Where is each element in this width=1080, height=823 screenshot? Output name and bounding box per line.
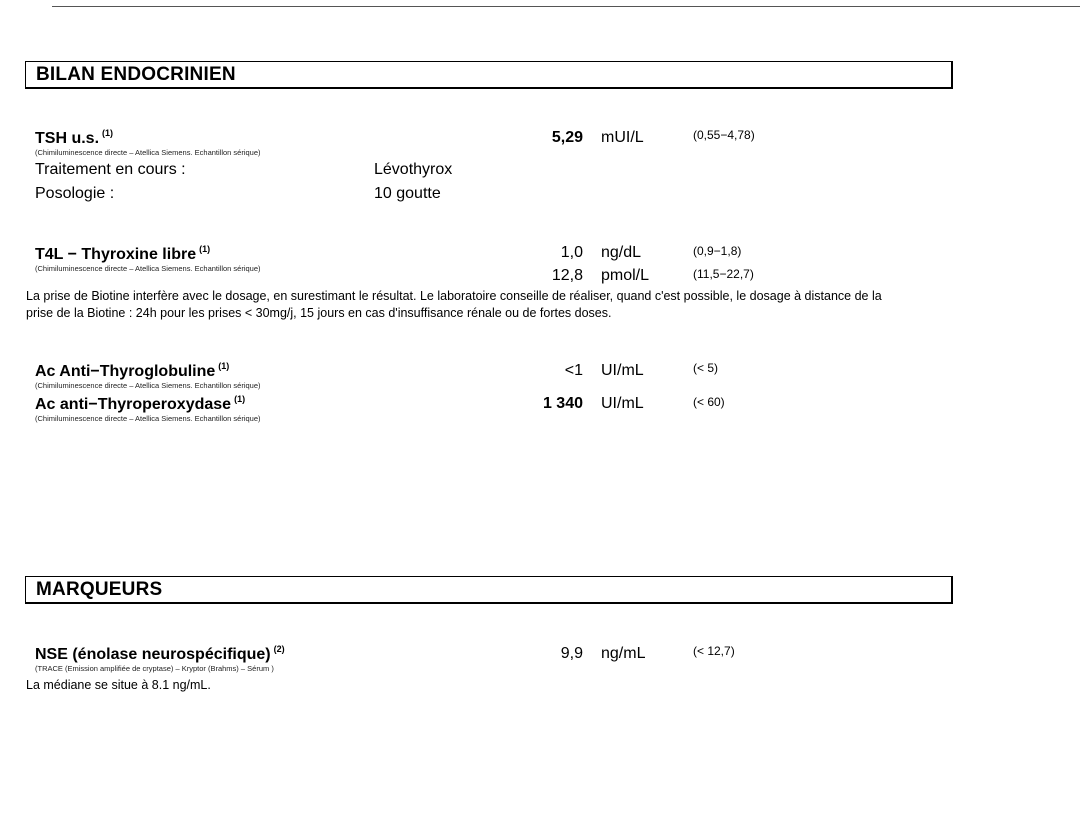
- test-unit-anti-tpo: UI/mL: [601, 395, 644, 412]
- test-method-nse: (TRACE (Emission amplifiée de cryptase) – Kryptor (Brahms) – Sérum ): [35, 664, 274, 673]
- footnote-marker: (1): [199, 244, 211, 254]
- test-value-tsh: 5,29: [551, 129, 583, 146]
- test-reference-tsh: (0,55−4,78): [693, 128, 755, 142]
- test-name-t4l: T4L − Thyroxine libre $^{(1)}$: [35, 244, 211, 263]
- section-title-endocrine: BILAN ENDOCRINIEN: [36, 64, 236, 85]
- footnote-marker: (1): [218, 361, 230, 371]
- nse-median-note: La médiane se situe à 8.1 ng/mL.: [26, 678, 211, 692]
- top-rule: [52, 6, 1080, 7]
- test-name-tsh: TSH u.s. $^{(1)}$: [35, 128, 114, 147]
- test-unit-anti-tg: UI/mL: [601, 362, 644, 379]
- test-name-nse: NSE (énolase neurospécifique) $^{(2)}$: [35, 644, 285, 663]
- test-unit-tsh: mUI/L: [601, 129, 644, 146]
- treatment-value: Lévothyrox: [374, 161, 453, 178]
- biotin-note-line-1: La prise de Biotine interfère avec le dosage, en surestimant le résultat. Le laboratoire conseille de réaliser, quand c'est possible, le dosage à distance de la: [26, 289, 882, 303]
- test-reference-t4l-pmol: (11,5−22,7): [693, 267, 754, 281]
- section-header-endocrine: [25, 61, 953, 89]
- test-value-t4l-pmol: 12,8: [551, 267, 583, 284]
- footnote-marker: (2): [273, 644, 285, 654]
- test-value-t4l-ngdl: 1,0: [560, 244, 583, 261]
- treatment-label: Traitement en cours :: [35, 161, 186, 178]
- biotin-note-line-2: prise de la Biotine : 24h pour les prises < 30mg/j, 15 jours en cas d'insuffisance rénale ou de fortes doses.: [26, 306, 612, 320]
- test-value-anti-tpo: 1 340: [542, 395, 583, 412]
- test-name-anti-tg: Ac Anti−Thyroglobuline $^{(1)}$: [35, 361, 230, 380]
- section-header-markers: [25, 576, 953, 604]
- test-unit-t4l-pmol: pmol/L: [601, 267, 650, 284]
- test-reference-anti-tpo: (< 60): [693, 395, 725, 409]
- section-title-markers: MARQUEURS: [36, 579, 163, 600]
- test-reference-anti-tg: (< 5): [693, 361, 719, 375]
- test-value-anti-tg: <1: [564, 362, 583, 379]
- test-name-anti-tpo: Ac anti−Thyroperoxydase $^{(1)}$: [35, 394, 246, 413]
- test-reference-nse: (< 12,7): [693, 644, 735, 658]
- dosage-value: 10 goutte: [374, 185, 441, 202]
- test-method-t4l: (Chimiluminescence directe – Atellica Siemens. Echantillon sérique): [35, 264, 261, 273]
- dosage-label: Posologie :: [35, 185, 115, 202]
- test-reference-t4l-ngdl: (0,9−1,8): [693, 244, 742, 258]
- test-value-nse: 9,9: [560, 645, 583, 662]
- test-unit-t4l-ngdl: ng/dL: [601, 244, 642, 261]
- test-method-anti-tg: (Chimiluminescence directe – Atellica Siemens. Echantillon sérique): [35, 381, 261, 390]
- test-method-tsh: (Chimiluminescence directe – Atellica Siemens. Echantillon sérique): [35, 148, 261, 157]
- test-unit-nse: ng/mL: [601, 645, 646, 662]
- footnote-marker: (1): [102, 128, 114, 138]
- footnote-marker: (1): [234, 394, 246, 404]
- test-method-anti-tpo: (Chimiluminescence directe – Atellica Siemens. Echantillon sérique): [35, 414, 261, 423]
